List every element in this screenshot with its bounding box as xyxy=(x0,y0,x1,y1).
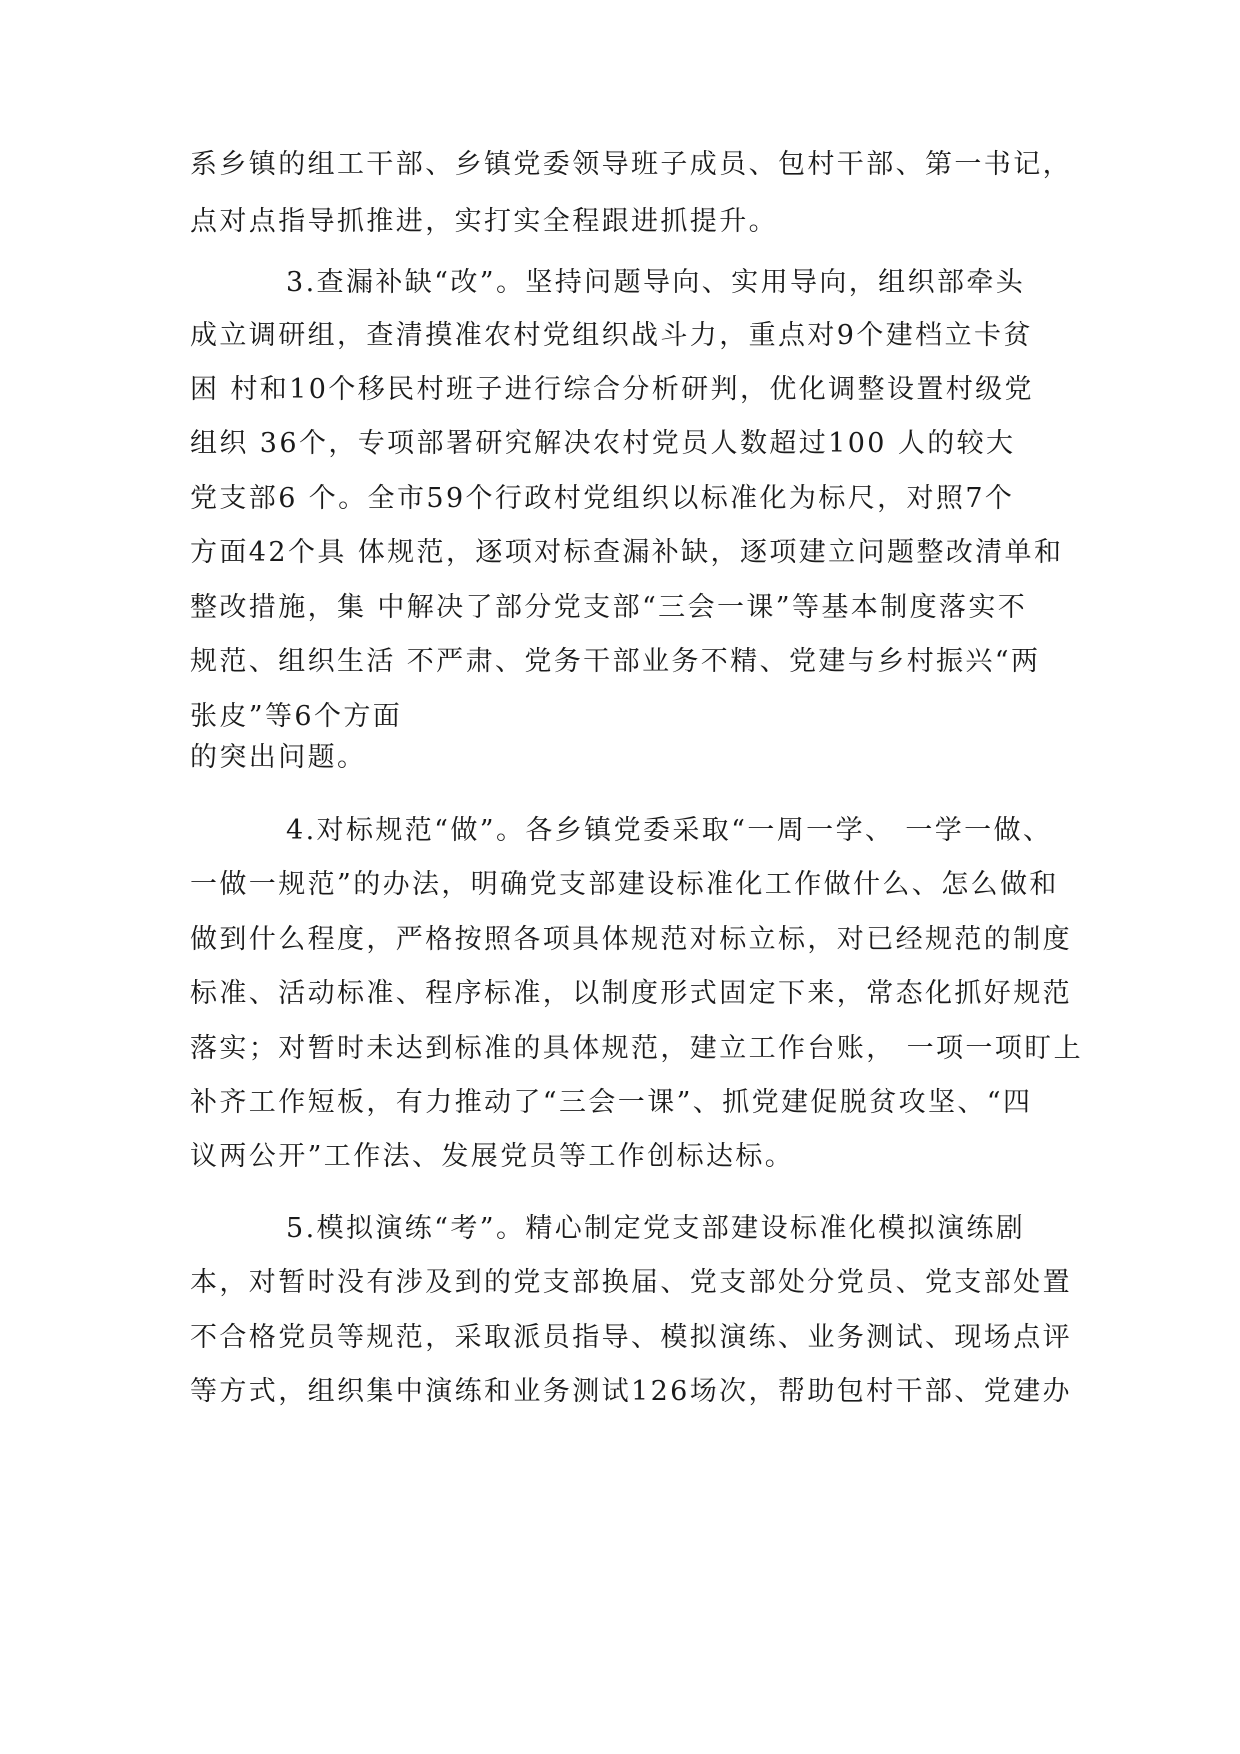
text-line-23: 等方式，组织集中演练和业务测试126场次，帮助包村干部、党建办 xyxy=(190,1376,1072,1407)
text-line-8: 方面42个具 体规范，逐项对标查漏补缺，逐项建立问题整改清单和 xyxy=(190,537,1064,568)
paragraph-3-heading-line: 3.查漏补缺“改”。坚持问题导向、实用导向，组织部牵头 xyxy=(286,267,1026,298)
text-line-11: 张皮”等6个方面 xyxy=(190,701,403,732)
text-line-4: 成立调研组，查清摸准农村党组织战斗力，重点对9个建档立卡贫 xyxy=(190,320,1033,351)
text-line-6: 组织 36个，专项部署研究解决农村党员人数超过100 人的较大 xyxy=(190,428,1016,459)
text-line-14: 一做一规范”的办法，明确党支部建设标准化工作做什么、怎么做和 xyxy=(190,869,1059,900)
text-line-2: 点对点指导抓推进，实打实全程跟进抓提升。 xyxy=(190,206,778,237)
text-line-7: 党支部6 个。全市59个行政村党组织以标准化为标尺，对照7个 xyxy=(190,483,1015,514)
text-line-1: 系乡镇的组工干部、乡镇党委领导班子成员、包村干部、第一书记， xyxy=(190,149,1072,180)
text-line-15: 做到什么程度，严格按照各项具体规范对标立标，对已经规范的制度 xyxy=(190,924,1072,955)
paragraph-5-heading-line: 5.模拟演练“考”。精心制定党支部建设标准化模拟演练剧 xyxy=(286,1213,1026,1244)
paragraph-4-heading-line: 4.对标规范“做”。各乡镇党委采取“一周一学、 一学一做、 xyxy=(286,815,1053,846)
text-line-21: 本，对暂时没有涉及到的党支部换届、党支部处分党员、党支部处置 xyxy=(190,1267,1072,1298)
text-line-10: 规范、组织生活 不严肃、党务干部业务不精、党建与乡村振兴“两 xyxy=(190,646,1041,677)
text-line-18: 补齐工作短板，有力推动了“三会一课”、抓党建促脱贫攻坚、“四 xyxy=(190,1087,1033,1118)
text-line-22: 不合格党员等规范，采取派员指导、模拟演练、业务测试、现场点评 xyxy=(190,1322,1072,1353)
text-line-9: 整改措施，集 中解决了部分党支部“三会一课”等基本制度落实不 xyxy=(190,592,1028,623)
text-line-16: 标准、活动标准、程序标准，以制度形式固定下来，常态化抓好规范 xyxy=(190,978,1072,1009)
text-line-17: 落实；对暂时未达到标准的具体规范，建立工作台账， 一项一项盯上 xyxy=(190,1033,1083,1064)
text-line-19: 议两公开”工作法、发展党员等工作创标达标。 xyxy=(190,1141,795,1172)
text-line-12: 的突出问题。 xyxy=(190,742,367,773)
text-line-5: 困 村和10个移民村班子进行综合分析研判，优化调整设置村级党 xyxy=(190,374,1034,405)
